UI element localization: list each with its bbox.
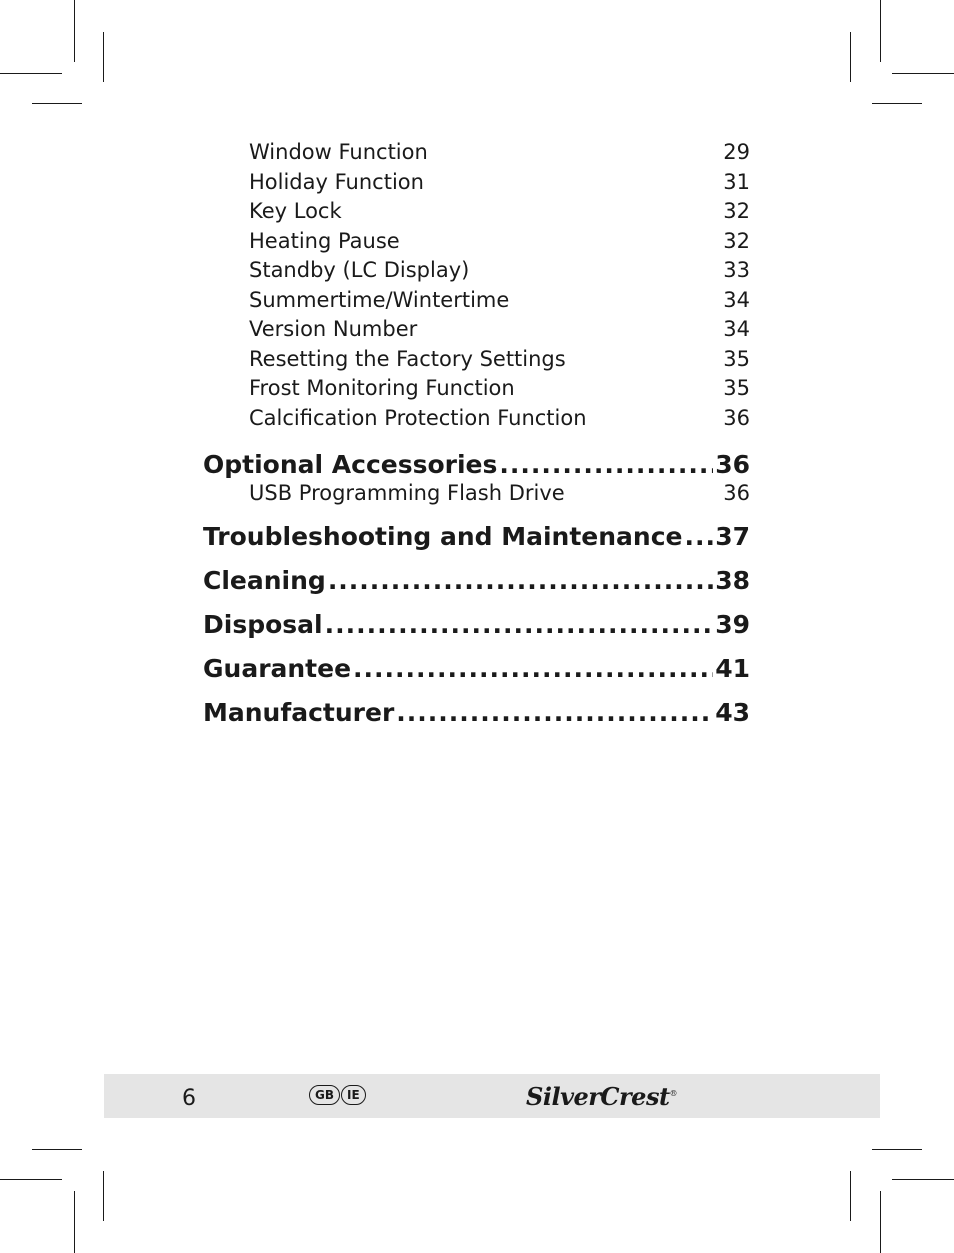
toc-entry-manufacturer[interactable] — [203, 691, 750, 735]
toc-subitem-title: Holiday Function — [249, 169, 424, 194]
crop-mark — [103, 1171, 104, 1221]
toc-subitem[interactable] — [203, 404, 750, 434]
table-of-contents — [203, 138, 750, 735]
toc-subitem[interactable] — [203, 138, 750, 168]
crop-mark — [32, 1149, 82, 1150]
toc-subitem-title: USB Programming Flash Drive — [249, 481, 565, 505]
toc-subitem-page: 33 — [723, 258, 750, 282]
country-code-badge: IE — [341, 1085, 366, 1105]
toc-subitem[interactable] — [203, 345, 750, 375]
toc-entry-page: 36 — [715, 450, 750, 479]
toc-subitem[interactable] — [203, 479, 750, 509]
registered-mark: ® — [669, 1089, 678, 1098]
toc-subitem-page: 29 — [723, 140, 750, 164]
toc-subitem[interactable] — [203, 168, 750, 198]
page-number: 6 — [182, 1086, 196, 1111]
toc-subitem-title: Version Number — [249, 317, 418, 341]
toc-subitem-title: Window Function — [249, 140, 428, 164]
crop-mark — [32, 103, 82, 104]
toc-entry-title: Disposal — [203, 609, 323, 639]
toc-subitem-page: 35 — [723, 376, 750, 400]
leader-dots — [396, 691, 713, 735]
leader-dots — [353, 647, 713, 691]
toc-subitem-page: 32 — [723, 228, 750, 253]
crop-mark — [872, 1149, 922, 1150]
toc-entry-disposal[interactable] — [203, 603, 750, 647]
crop-mark — [74, 0, 75, 62]
crop-mark — [74, 1191, 75, 1253]
toc-entry-title: Optional Accessories — [203, 450, 498, 479]
toc-subitem[interactable] — [203, 374, 750, 404]
toc-subitem-page: 36 — [723, 405, 750, 430]
crop-mark — [0, 1179, 62, 1180]
toc-subitem[interactable] — [203, 315, 750, 345]
toc-entry-title: Guarantee — [203, 653, 352, 683]
brand-logo — [526, 1082, 677, 1111]
toc-entry-troubleshooting[interactable] — [203, 515, 750, 559]
brand-name: SilverCrest — [526, 1082, 670, 1111]
toc-subitem-title: Summertime/Wintertime — [249, 287, 510, 312]
crop-mark — [880, 1191, 881, 1253]
toc-entry-title: Troubleshooting and Maintenance — [203, 521, 683, 551]
toc-subitem-title: Calcification Protection Function — [249, 405, 587, 430]
crop-mark — [892, 73, 954, 74]
leader-dots — [328, 559, 713, 603]
page-footer — [104, 1074, 880, 1118]
leader-dots — [685, 515, 714, 559]
toc-subitem-page: 32 — [723, 199, 750, 223]
toc-subitem-page: 34 — [723, 317, 750, 341]
toc-subitem-title: Heating Pause — [249, 228, 400, 253]
toc-entry-cleaning[interactable] — [203, 559, 750, 603]
toc-subitem-title: Frost Monitoring Function — [249, 376, 515, 400]
toc-entry-page: 43 — [715, 697, 750, 727]
toc-entry-page: 38 — [715, 565, 750, 595]
crop-mark — [850, 32, 851, 82]
crop-mark — [103, 32, 104, 82]
toc-subitem[interactable] — [203, 197, 750, 227]
toc-subitem[interactable] — [203, 256, 750, 286]
toc-subitem-page: 35 — [723, 346, 750, 371]
toc-subitem[interactable] — [203, 227, 750, 257]
toc-subitem-page: 31 — [723, 169, 750, 194]
toc-subitem-page: 36 — [723, 481, 750, 505]
toc-entry-title: Cleaning — [203, 565, 326, 595]
toc-entry-page: 39 — [715, 609, 750, 639]
crop-mark — [850, 1171, 851, 1221]
toc-entry-page: 37 — [715, 521, 750, 551]
toc-entry-page: 41 — [715, 653, 750, 683]
toc-subitem-title: Standby (LC Display) — [249, 258, 470, 282]
crop-mark — [880, 0, 881, 62]
crop-mark — [0, 73, 62, 74]
crop-mark — [872, 103, 922, 104]
crop-mark — [892, 1179, 954, 1180]
toc-subitem[interactable] — [203, 286, 750, 316]
toc-entry-guarantee[interactable] — [203, 647, 750, 691]
toc-entry-title: Manufacturer — [203, 697, 395, 727]
toc-subitem-title: Key Lock — [249, 199, 342, 223]
toc-subitem-page: 34 — [723, 287, 750, 312]
toc-subitem-title: Resetting the Factory Settings — [249, 346, 566, 371]
leader-dots — [325, 603, 714, 647]
country-code-badge: GB — [309, 1085, 340, 1105]
